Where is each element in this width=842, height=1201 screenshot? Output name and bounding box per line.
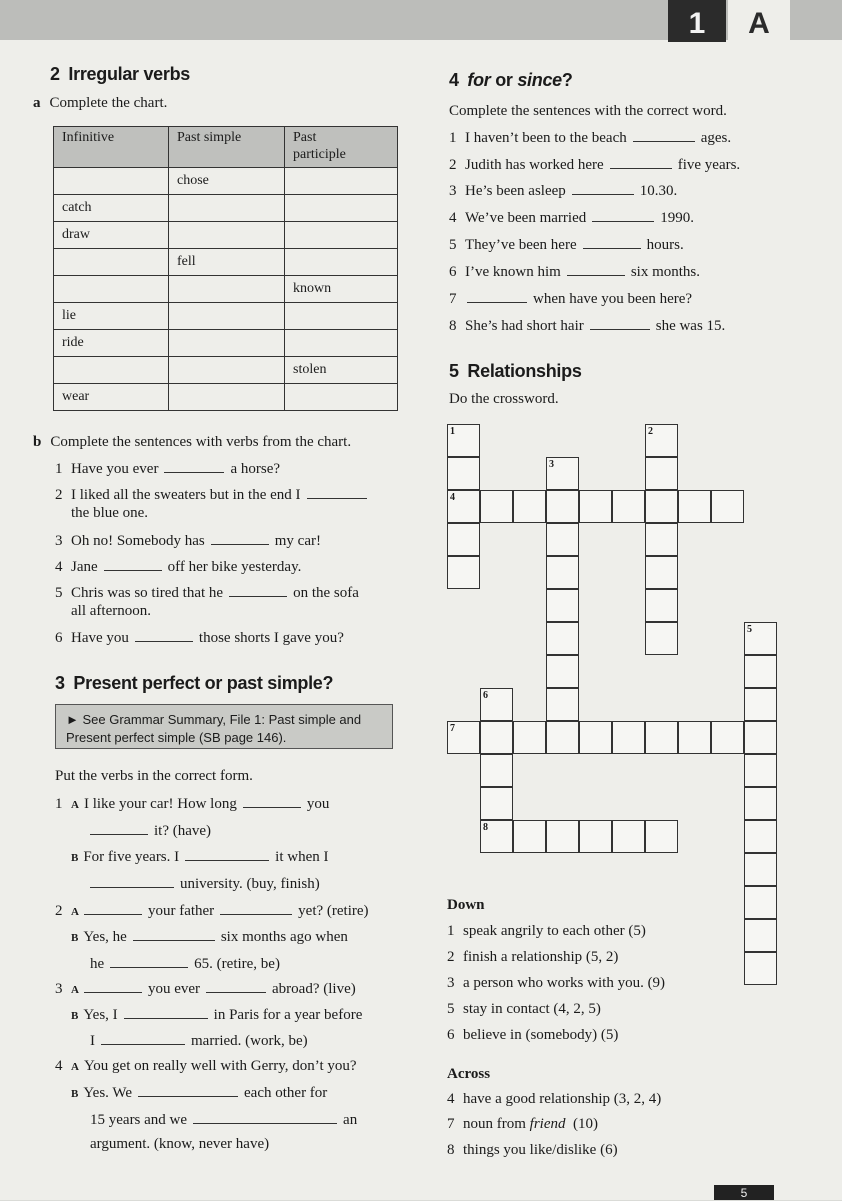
irregular-verbs-chart [53, 126, 398, 411]
answer-blank[interactable] [211, 532, 269, 545]
dialogue-4-b-cont: 15 years and we an [90, 1112, 358, 1128]
across-heading: Across [447, 1066, 491, 1082]
chart-row [54, 330, 398, 357]
sentence-4-6: 6 I’ve known him six months. [449, 264, 701, 280]
answer-blank[interactable] [84, 902, 142, 915]
header-infinitive: Infinitive [54, 127, 169, 168]
section-number: 5 [449, 361, 459, 381]
crossword-cell[interactable] [579, 820, 612, 853]
dialogue-2-b: B Yes, he six months ago when [71, 929, 348, 945]
crossword-cell[interactable] [579, 721, 612, 754]
crossword-cell[interactable] [546, 655, 579, 688]
answer-blank[interactable] [90, 875, 174, 888]
chart-row [54, 249, 398, 276]
header-past-participle: Past participle [285, 127, 398, 168]
sentence-4-5: 5 They’ve been here hours. [449, 237, 684, 253]
crossword-cell[interactable] [711, 721, 744, 754]
answer-blank[interactable] [110, 955, 188, 968]
crossword-clue-number: 7 [450, 723, 455, 734]
cell-past-participle[interactable] [285, 330, 398, 357]
answer-blank[interactable] [567, 263, 625, 276]
crossword-cell[interactable] [645, 556, 678, 589]
across-clue: 4 have a good relationship (3, 2, 4) [447, 1091, 662, 1107]
cell-infinitive[interactable]: wear [54, 384, 169, 411]
section-5-heading [449, 361, 582, 382]
section-4-heading [449, 70, 573, 91]
sentence-2b-5-cont: all afternoon. [71, 603, 151, 619]
crossword-cell[interactable] [447, 556, 480, 589]
crossword-cell[interactable] [744, 853, 777, 886]
sentence-2b-2-cont: the blue one. [71, 505, 149, 521]
crossword-cell[interactable] [744, 820, 777, 853]
dialogue-4-a: 4 A You get on really well with Gerry, don’t you? [55, 1058, 357, 1074]
answer-blank[interactable] [104, 558, 162, 571]
answer-blank[interactable] [467, 290, 527, 303]
cell-infinitive[interactable] [54, 249, 169, 276]
crossword-clue-number: 2 [648, 426, 653, 437]
section-number: 3 [55, 673, 65, 693]
crossword-cell[interactable] [645, 622, 678, 655]
dialogue-4-b-cont2: argument. (know, never have) [90, 1136, 270, 1152]
crossword-cell[interactable] [579, 490, 612, 523]
exercise-4-instruction: Complete the sentences with the correct word. [449, 103, 727, 119]
chart-row [54, 276, 398, 303]
unit-number-tab: 1 [668, 0, 726, 42]
exercise-2a-instruction [33, 95, 167, 112]
down-clue: 5 stay in contact (4, 2, 5) [447, 1001, 601, 1017]
chart-header-row [54, 127, 398, 168]
crossword-cell[interactable] [546, 556, 579, 589]
answer-blank[interactable] [206, 980, 266, 993]
answer-blank[interactable] [90, 822, 148, 835]
section-number: 4 [449, 70, 459, 90]
sentence-4-8: 8 She’s had short hair she was 15. [449, 318, 726, 334]
crossword-clue-number: 3 [549, 459, 554, 470]
crossword-cell[interactable] [513, 721, 546, 754]
chart-row [54, 357, 398, 384]
crossword-clue-number: 1 [450, 426, 455, 437]
crossword-cell[interactable] [678, 721, 711, 754]
section-title: Irregular verbs [68, 64, 190, 84]
down-clue: 6 believe in (somebody) (5) [447, 1027, 619, 1043]
cell-past-simple[interactable] [169, 303, 285, 330]
sentence-2b-3: 3 Oh no! Somebody has my car! [55, 533, 321, 549]
page-number: 5 [714, 1185, 774, 1200]
crossword-cell[interactable] [480, 721, 513, 754]
cell-past-simple[interactable] [169, 330, 285, 357]
answer-blank[interactable] [185, 848, 269, 861]
crossword-cell[interactable] [546, 589, 579, 622]
down-heading: Down [447, 897, 485, 913]
cell-past-participle[interactable] [285, 195, 398, 222]
dialogue-2-b-cont: he 65. (retire, be) [90, 956, 280, 972]
cell-past-simple[interactable] [169, 222, 285, 249]
sub-label: a [33, 95, 41, 111]
dialogue-2-a: 2 A your father yet? (retire) [55, 903, 369, 919]
crossword-cell[interactable] [480, 754, 513, 787]
answer-blank[interactable] [220, 902, 292, 915]
cell-infinitive[interactable] [54, 276, 169, 303]
cell-past-participle[interactable] [285, 303, 398, 330]
cell-infinitive[interactable]: catch [54, 195, 169, 222]
crossword-cell[interactable] [744, 919, 777, 952]
cell-past-simple[interactable]: chose [169, 168, 285, 195]
crossword-cell[interactable] [744, 655, 777, 688]
crossword-clue-number: 8 [483, 822, 488, 833]
crossword-clue-number: 6 [483, 690, 488, 701]
chart-row [54, 195, 398, 222]
cell-past-participle[interactable]: known [285, 276, 398, 303]
title-since: since [517, 70, 562, 90]
across-clue: 8 things you like/dislike (6) [447, 1142, 618, 1158]
sentence-4-7: 7 when have you been here? [449, 291, 693, 307]
crossword-clue-number: 4 [450, 492, 455, 503]
chart-row [54, 222, 398, 249]
unit-letter-tab: A [728, 0, 790, 42]
cell-past-participle[interactable] [285, 222, 398, 249]
section-title: Present perfect or past simple? [73, 673, 334, 693]
crossword-cell[interactable] [546, 523, 579, 556]
cell-past-simple[interactable]: fell [169, 249, 285, 276]
crossword-cell[interactable] [645, 721, 678, 754]
crossword-clue-number: 5 [747, 624, 752, 635]
answer-blank[interactable] [193, 1111, 337, 1124]
crossword-cell[interactable] [480, 787, 513, 820]
instruction-text: Complete the sentences with verbs from the chart. [50, 434, 352, 450]
answer-blank[interactable] [124, 1006, 208, 1019]
sentence-4-1: 1 I haven’t been to the beach ages. [449, 130, 732, 146]
section-number: 2 [50, 64, 60, 84]
cell-past-participle[interactable] [285, 384, 398, 411]
cell-past-simple[interactable] [169, 357, 285, 384]
sentence-2b-2: 2 I liked all the sweaters but in the end I [55, 486, 373, 504]
answer-blank[interactable] [307, 486, 367, 499]
answer-blank[interactable] [610, 156, 672, 169]
exercise-5-instruction: Do the crossword. [449, 391, 559, 407]
sentence-2b-6: 6 Have you those shorts I gave you? [55, 630, 344, 646]
chart-row [54, 168, 398, 195]
cell-past-participle[interactable]: stolen [285, 357, 398, 384]
across-clue: 7 noun from friend (10) [447, 1116, 599, 1132]
answer-blank[interactable] [164, 460, 224, 473]
exercise-2b-instruction [33, 434, 351, 451]
sentence-4-4: 4 We’ve been married 1990. [449, 210, 694, 226]
cell-past-simple[interactable] [169, 384, 285, 411]
note-line: Present perfect simple (SB page 146). [66, 730, 287, 745]
answer-blank[interactable] [133, 928, 215, 941]
down-clue: 1 speak angrily to each other (5) [447, 923, 646, 939]
sentence-2b-1: 1 Have you ever a horse? [55, 461, 281, 477]
crossword-cell[interactable] [612, 721, 645, 754]
section-title: Relationships [467, 361, 582, 381]
crossword-cell[interactable] [546, 622, 579, 655]
down-clue: 2 finish a relationship (5, 2) [447, 949, 619, 965]
crossword-cell[interactable] [645, 589, 678, 622]
chart-row [54, 303, 398, 330]
instruction-text: Complete the chart. [49, 95, 168, 111]
crossword-cell[interactable] [546, 490, 579, 523]
cell-past-simple[interactable] [169, 195, 285, 222]
dialogue-1-a: 1 A I like your car! How long you [55, 796, 330, 812]
crossword-cell[interactable] [447, 523, 480, 556]
cell-infinitive[interactable]: draw [54, 222, 169, 249]
cell-past-simple[interactable] [169, 276, 285, 303]
cell-infinitive[interactable]: lie [54, 303, 169, 330]
crossword-cell[interactable] [612, 490, 645, 523]
section-2-heading [50, 64, 190, 85]
crossword-cell[interactable] [645, 523, 678, 556]
title-for: for [467, 70, 491, 90]
answer-blank[interactable] [138, 1084, 238, 1097]
crossword-cell[interactable] [744, 952, 777, 985]
crossword-cell[interactable] [645, 490, 678, 523]
answer-blank[interactable] [592, 209, 654, 222]
cell-past-participle[interactable] [285, 249, 398, 276]
answer-blank[interactable] [229, 584, 287, 597]
sub-label: b [33, 434, 42, 450]
crossword-cell[interactable] [711, 490, 744, 523]
crossword-cell[interactable] [612, 820, 645, 853]
sentence-4-2: 2 Judith has worked here five years. [449, 157, 741, 173]
dialogue-1-b-cont: university. (buy, finish) [90, 875, 320, 893]
sentence-2b-5: 5 Chris was so tired that he on the sofa [55, 585, 359, 601]
crossword-cell[interactable] [744, 886, 777, 919]
section-3-heading [55, 673, 333, 694]
crossword-cell[interactable] [546, 721, 579, 754]
answer-blank[interactable] [101, 1032, 185, 1045]
dialogue-3-b: B Yes, I in Paris for a year before [71, 1007, 363, 1023]
header-past-simple: Past simple [169, 127, 285, 168]
sentence-4-3: 3 He’s been asleep 10.30. [449, 183, 678, 199]
arrow-icon: ► [66, 712, 79, 727]
crossword-cell[interactable] [546, 688, 579, 721]
crossword-cell[interactable] [678, 490, 711, 523]
crossword-cell[interactable] [645, 457, 678, 490]
cell-past-participle[interactable] [285, 168, 398, 195]
note-line: See Grammar Summary, File 1: Past simple and [82, 712, 362, 727]
down-clue: 3 a person who works with you. (9) [447, 975, 666, 991]
cell-infinitive[interactable] [54, 357, 169, 384]
crossword-cell[interactable] [513, 490, 546, 523]
crossword-cell[interactable] [480, 490, 513, 523]
crossword-cell[interactable] [513, 820, 546, 853]
chart-row [54, 384, 398, 411]
answer-blank[interactable] [572, 182, 634, 195]
dialogue-1-b: B For five years. I it when I [71, 849, 329, 865]
dialogue-3-a: 3 A you ever abroad? (live) [55, 981, 356, 997]
exercise-3-instruction: Put the verbs in the correct form. [55, 768, 253, 784]
crossword-cell[interactable] [744, 787, 777, 820]
crossword-cell[interactable] [744, 754, 777, 787]
crossword-cell[interactable] [447, 457, 480, 490]
cell-infinitive[interactable]: ride [54, 330, 169, 357]
crossword-cell[interactable] [744, 721, 777, 754]
dialogue-1-a-cont: it? (have) [90, 822, 211, 840]
grammar-summary-note [55, 704, 393, 749]
dialogue-4-b: B Yes. We each other for [71, 1085, 328, 1101]
answer-blank[interactable] [84, 980, 142, 993]
crossword-cell[interactable] [546, 820, 579, 853]
answer-blank[interactable] [243, 795, 301, 808]
answer-blank[interactable] [135, 629, 193, 642]
sentence-2b-4: 4 Jane off her bike yesterday. [55, 559, 302, 575]
crossword-cell[interactable] [744, 688, 777, 721]
answer-blank[interactable] [590, 317, 650, 330]
title-question: ? [561, 70, 573, 90]
answer-blank[interactable] [633, 129, 695, 142]
crossword-cell[interactable] [645, 820, 678, 853]
title-or: or [490, 70, 518, 90]
cell-infinitive[interactable] [54, 168, 169, 195]
answer-blank[interactable] [583, 236, 641, 249]
dialogue-3-b-cont: I married. (work, be) [90, 1033, 308, 1049]
